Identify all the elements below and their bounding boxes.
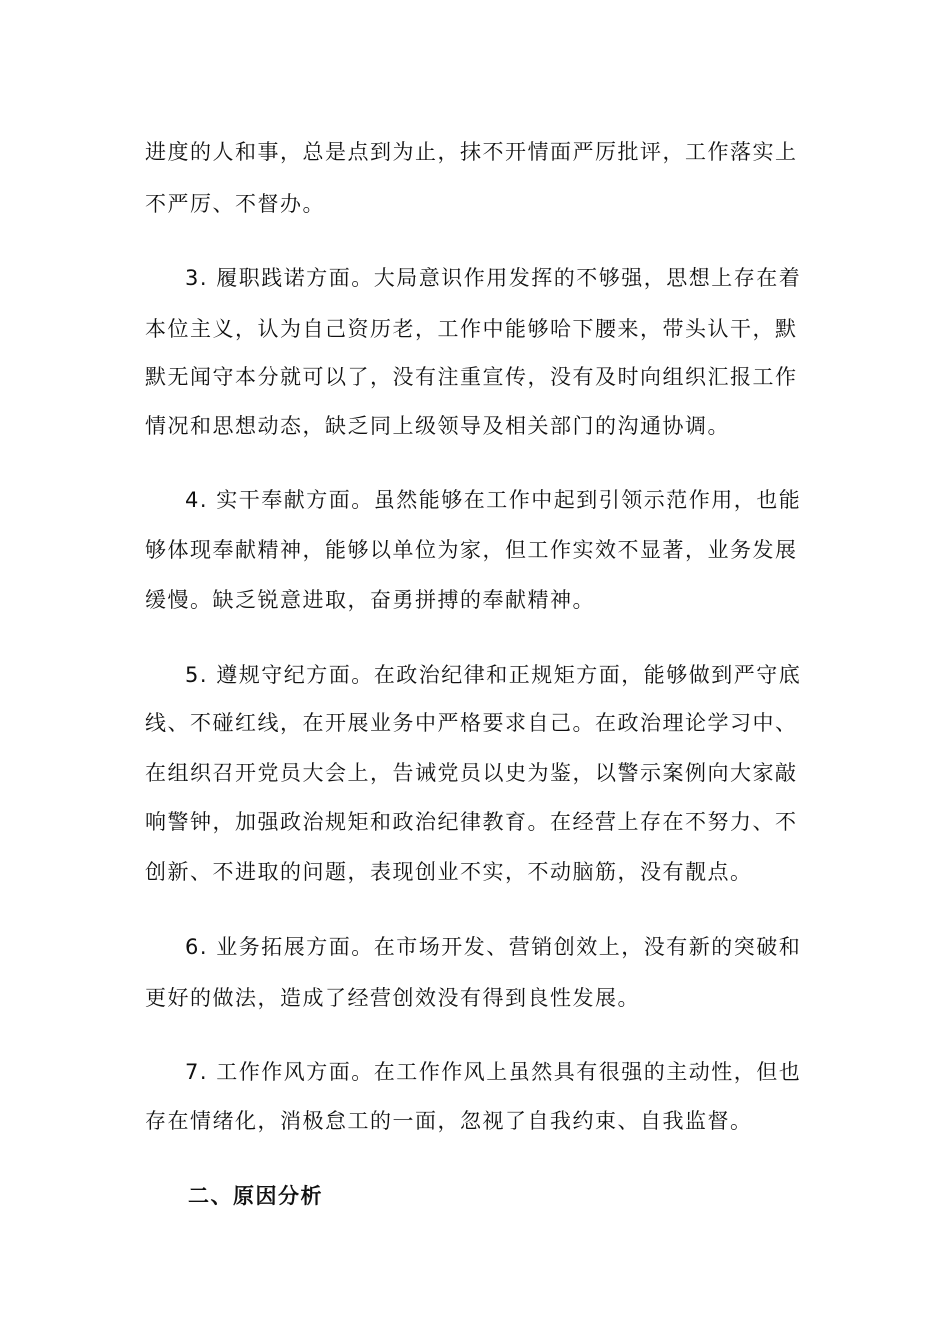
paragraph-line: 4. 实干奉献方面。虽然能够在工作中起到引领示范作用，也能 [185, 488, 802, 512]
paragraph-line: 情况和思想动态，缺乏同上级领导及相关部门的沟通协调。 [145, 414, 730, 438]
paragraph-line: 响警钟，加强政治规矩和政治纪律教育。在经营上存在不努力、不 [145, 810, 798, 834]
paragraph-line: 线、不碰红线，在开展业务中严格要求自己。在政治理论学习中、 [145, 711, 798, 735]
paragraph-line: 3. 履职践诺方面。大局意识作用发挥的不够强，思想上存在着 [185, 266, 802, 290]
paragraph-line: 存在情绪化，消极怠工的一面，忽视了自我约束、自我监督。 [145, 1109, 753, 1133]
paragraph-line: 更好的做法，造成了经营创效没有得到良性发展。 [145, 986, 640, 1010]
paragraph-line: 创新、不进取的问题，表现创业不实，不动脑筋，没有靓点。 [145, 860, 753, 884]
paragraph-line: 5. 遵规守纪方面。在政治纪律和正规矩方面，能够做到严守底 [185, 663, 802, 687]
paragraph-line: 够体现奉献精神，能够以单位为家，但工作实效不显著，业务发展 [145, 538, 798, 562]
paragraph-line: 在组织召开党员大会上，告诫党员以史为鉴，以警示案例向大家敲 [145, 761, 798, 785]
section-heading: 二、原因分析 [188, 1184, 323, 1208]
paragraph-line: 本位主义，认为自己资历老，工作中能够哈下腰来，带头认干，默 [145, 317, 798, 341]
paragraph-line: 6. 业务拓展方面。在市场开发、营销创效上，没有新的突破和 [185, 935, 802, 959]
paragraph-line: 不严厉、不督办。 [145, 192, 325, 216]
paragraph-line: 默无闻守本分就可以了，没有注重宣传，没有及时向组织汇报工作 [145, 365, 798, 389]
paragraph-line: 7. 工作作风方面。在工作作风上虽然具有很强的主动性，但也 [185, 1060, 802, 1084]
paragraph-line: 缓慢。缺乏锐意进取，奋勇拼搏的奉献精神。 [145, 588, 595, 612]
paragraph-line: 进度的人和事，总是点到为止，抹不开情面严厉批评，工作落实上 [145, 140, 798, 164]
